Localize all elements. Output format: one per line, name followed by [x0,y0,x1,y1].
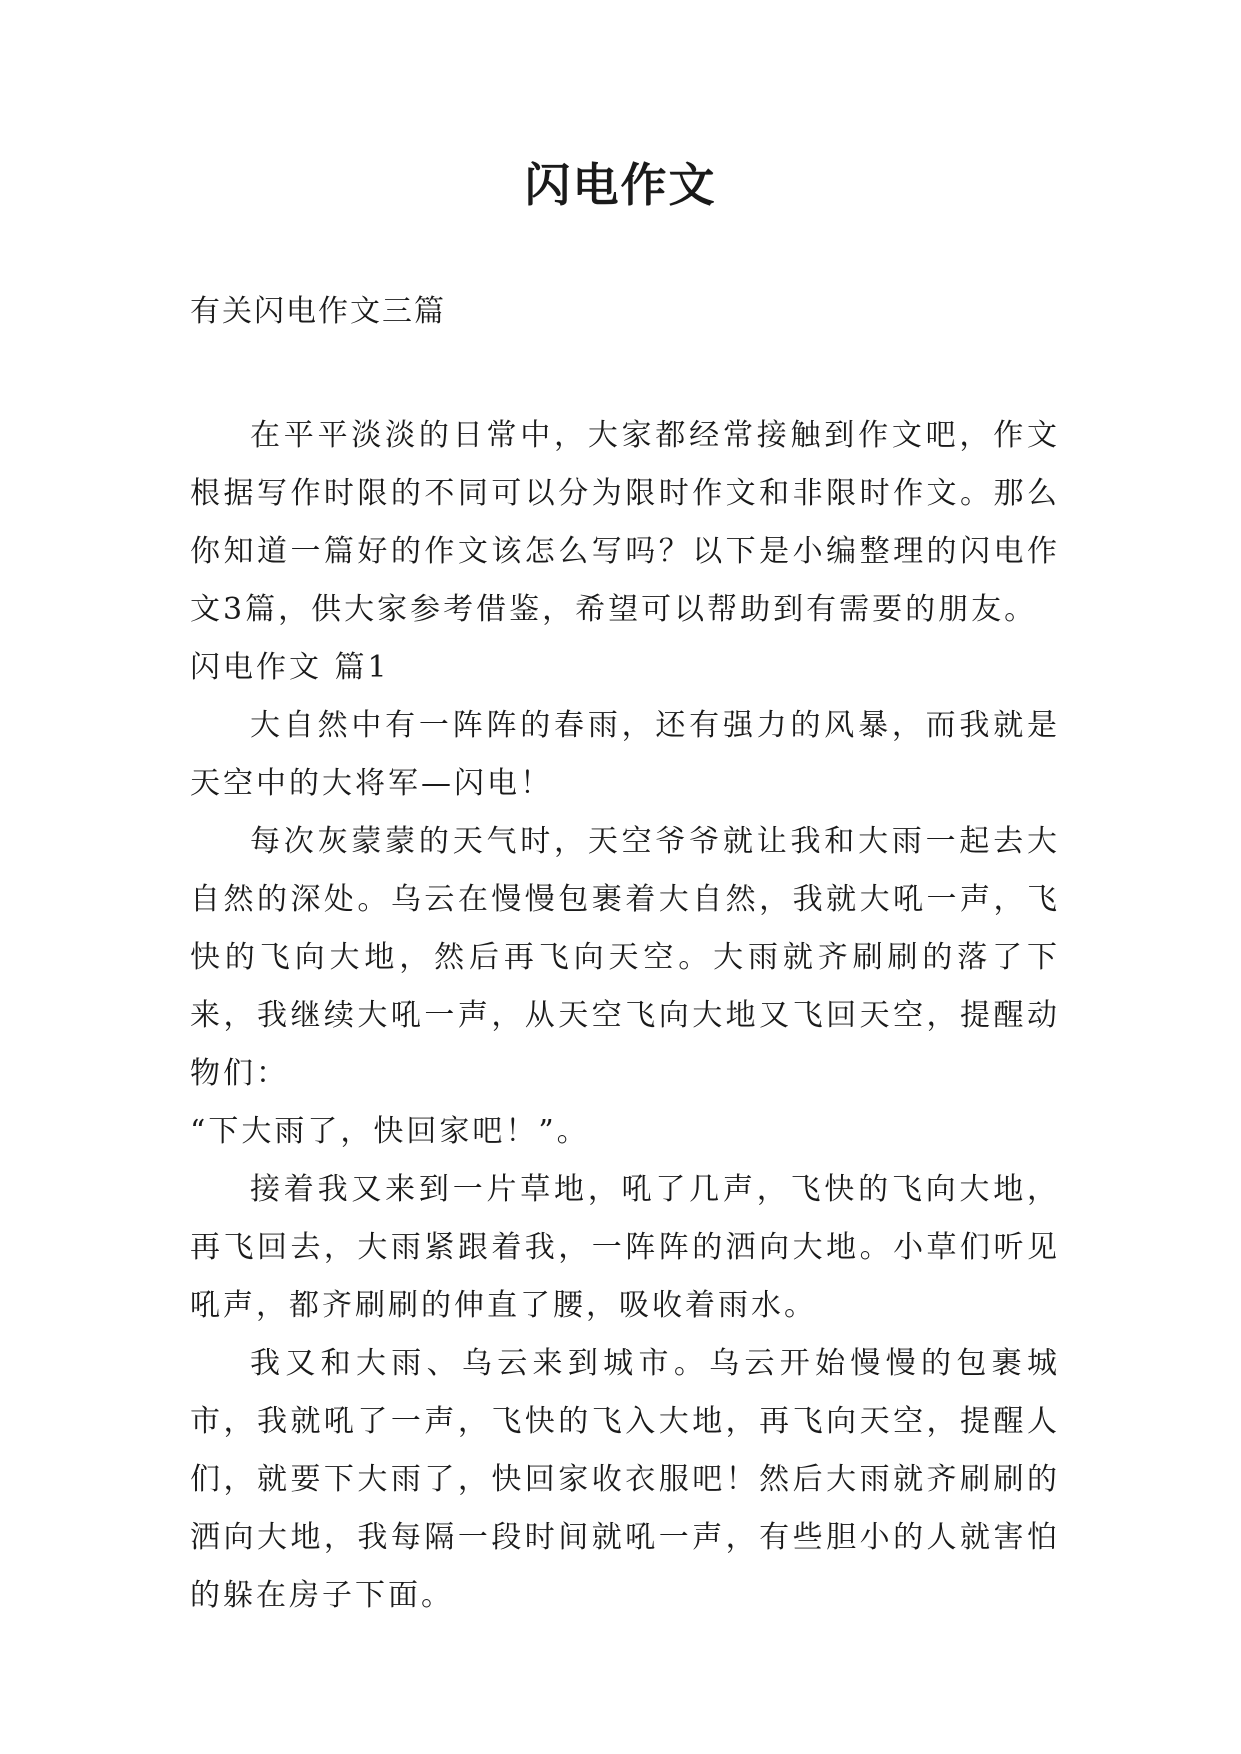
intro-paragraph: 在平平淡淡的日常中，大家都经常接触到作文吧，作文根据写作时限的不同可以分为限时作文和非限时作文。那么你知道一篇好的作文该怎么写吗？以下是小编整理的闪电作文3篇，供大家参考借鉴，希望可以帮助到有需要的朋友。 [190,418,1060,627]
body-paragraph: 大自然中有一阵阵的春雨，还有强力的风暴，而我就是天空中的大将军—闪电！ [190,708,1060,801]
document-title: 闪电作文 [524,158,717,212]
body-paragraph: 我又和大雨、乌云来到城市。乌云开始慢慢的包裹城市，我就吼了一声，飞快的飞入大地，再飞向天空，提醒人们，就要下大雨了，快回家收衣服吧！然后大雨就齐刷刷的洒向大地，我每隔一段时间就吼一声，有些胆小的人就害怕的躲在房子下面。 [190,1346,1060,1613]
document-body [190,407,1060,1625]
document-subtitle: 有关闪电作文三篇 [190,294,446,329]
section-heading: 闪电作文 篇1 [190,650,390,685]
body-paragraph: 接着我又来到一片草地，吼了几声，飞快的飞向大地，再飞回去，大雨紧跟着我，一阵阵的洒向大地。小草们听见吼声，都齐刷刷的伸直了腰，吸收着雨水。 [190,1172,1060,1323]
body-paragraph: 每次灰蒙蒙的天气时，天空爷爷就让我和大雨一起去大自然的深处。乌云在慢慢包裹着大自然，我就大吼一声，飞快的飞向大地，然后再飞向天空。大雨就齐刷刷的落了下来，我继续大吼一声，从天空飞向大地又飞回天空，提醒动物们： [190,824,1060,1091]
quote-line: “下大雨了，快回家吧！”。 [190,1114,590,1149]
